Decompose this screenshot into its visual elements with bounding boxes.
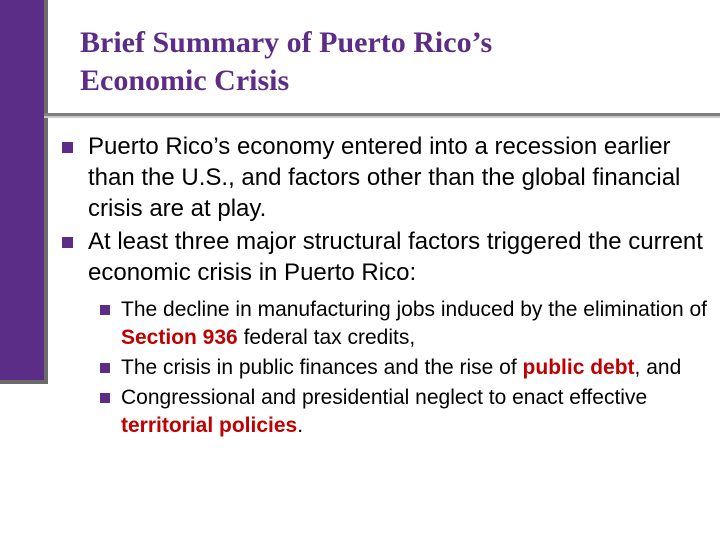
sub-bullet-list: [0, 296, 720, 440]
bullet-item: [0, 226, 720, 288]
title-line-2: Economic Crisis: [80, 64, 290, 97]
sub-bullet-item: [0, 384, 720, 440]
sub-bullet-text: Congressional and presidential neglect to enact effective: [121, 386, 648, 409]
bullet-item: [0, 131, 720, 224]
sub-bullet-text: .: [297, 414, 304, 437]
square-bullet-icon: [100, 305, 110, 315]
square-bullet-icon: [100, 363, 110, 373]
highlight-term: territorial policies: [121, 414, 298, 437]
sub-bullet-text: federal tax credits,: [237, 326, 416, 349]
sub-bullet-text: The decline in manufacturing jobs induced by the elimination of: [121, 298, 708, 321]
slide-body: [0, 131, 720, 442]
highlight-term: public debt: [522, 356, 635, 379]
square-bullet-icon: [100, 393, 110, 403]
title-line-1: Brief Summary of Puerto Rico’s: [80, 26, 493, 59]
sub-bullet-text: The crisis in public finances and the rise of: [121, 356, 523, 379]
sub-bullet-text: , and: [634, 356, 682, 379]
square-bullet-icon: [62, 142, 73, 153]
sub-bullet-item: [0, 296, 720, 352]
bullet-text: At least three major structural factors triggered the current economic crisis in Puerto Rico:: [88, 228, 703, 286]
highlight-term: Section 936: [121, 326, 238, 349]
title-divider-shadow: [44, 116, 720, 118]
sub-bullet-item: [0, 354, 720, 382]
slide-title: [80, 24, 700, 100]
bullet-text: Puerto Rico’s economy entered into a recession earlier than the U.S., and factors other than the global financial crisis are at play.: [88, 133, 681, 222]
square-bullet-icon: [62, 237, 73, 248]
